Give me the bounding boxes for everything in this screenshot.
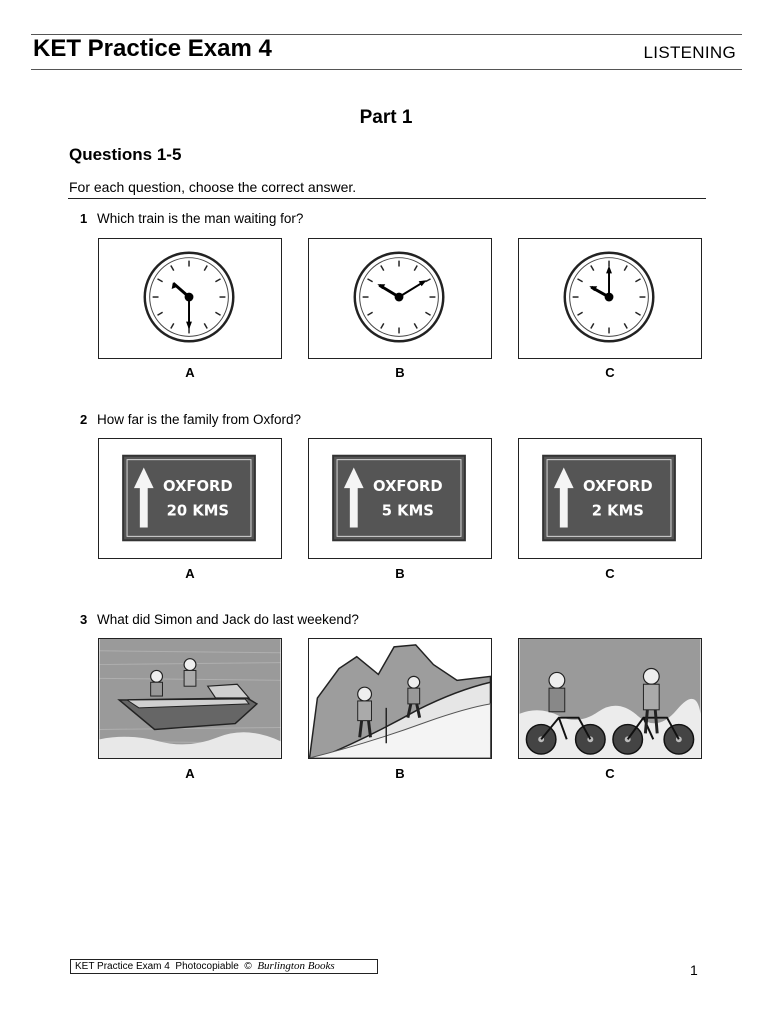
part-heading: Part 1	[359, 107, 413, 128]
option-letter: A	[185, 566, 195, 581]
footer-credit	[70, 959, 378, 974]
sign-line-1: OXFORD	[163, 478, 233, 496]
option-a-speedboat[interactable]	[98, 638, 282, 759]
exam-title: KET Practice Exam 4	[33, 35, 272, 62]
footer-copyright: ©	[244, 961, 252, 972]
option-b-road-sign[interactable]	[308, 438, 492, 559]
option-letter: C	[605, 566, 615, 581]
question-number: 2	[80, 412, 88, 427]
road-sign-icon	[519, 439, 701, 558]
clock-icon	[309, 239, 491, 358]
option-letter: B	[395, 566, 405, 581]
footer-series: KET Practice Exam 4	[75, 961, 170, 972]
sign-line-2: 2 KMS	[591, 502, 644, 520]
publisher-logo: Burlington Books	[257, 960, 335, 972]
instructions: For each question, choose the correct answer.	[69, 179, 357, 195]
option-letter: A	[185, 766, 195, 781]
clock-icon	[99, 239, 281, 358]
option-letter: A	[185, 365, 195, 380]
road-sign-icon	[99, 439, 281, 558]
sign-line-2: 20 KMS	[166, 502, 230, 520]
sign-line-2: 5 KMS	[381, 502, 434, 520]
option-c-clock[interactable]	[518, 238, 702, 359]
section-name: LISTENING	[643, 43, 736, 62]
hiking-icon	[309, 639, 491, 758]
footer-photocopiable: Photocopiable	[175, 961, 239, 972]
clock-icon	[519, 239, 701, 358]
page-number: 1	[690, 962, 698, 978]
option-letter: B	[395, 365, 405, 380]
option-b-clock[interactable]	[308, 238, 492, 359]
question-text: What did Simon and Jack do last weekend?	[97, 612, 359, 627]
question-number: 3	[80, 612, 88, 627]
instructions-rule	[68, 198, 706, 199]
sign-line-1: OXFORD	[373, 478, 443, 496]
option-c-cycling[interactable]	[518, 638, 702, 759]
questions-heading: Questions 1-5	[69, 145, 182, 164]
option-a-road-sign[interactable]	[98, 438, 282, 559]
speedboat-icon	[99, 639, 281, 758]
option-letter: B	[395, 766, 405, 781]
header-bottom-rule	[31, 69, 742, 70]
option-letter: C	[605, 766, 615, 781]
option-b-hiking[interactable]	[308, 638, 492, 759]
question-text: How far is the family from Oxford?	[97, 412, 302, 427]
question-text: Which train is the man waiting for?	[97, 211, 304, 226]
option-letter: C	[605, 365, 615, 380]
cycling-icon	[519, 639, 701, 758]
option-c-road-sign[interactable]	[518, 438, 702, 559]
road-sign-icon	[309, 439, 491, 558]
option-a-clock[interactable]	[98, 238, 282, 359]
question-number: 1	[80, 211, 88, 226]
sign-line-1: OXFORD	[583, 478, 653, 496]
